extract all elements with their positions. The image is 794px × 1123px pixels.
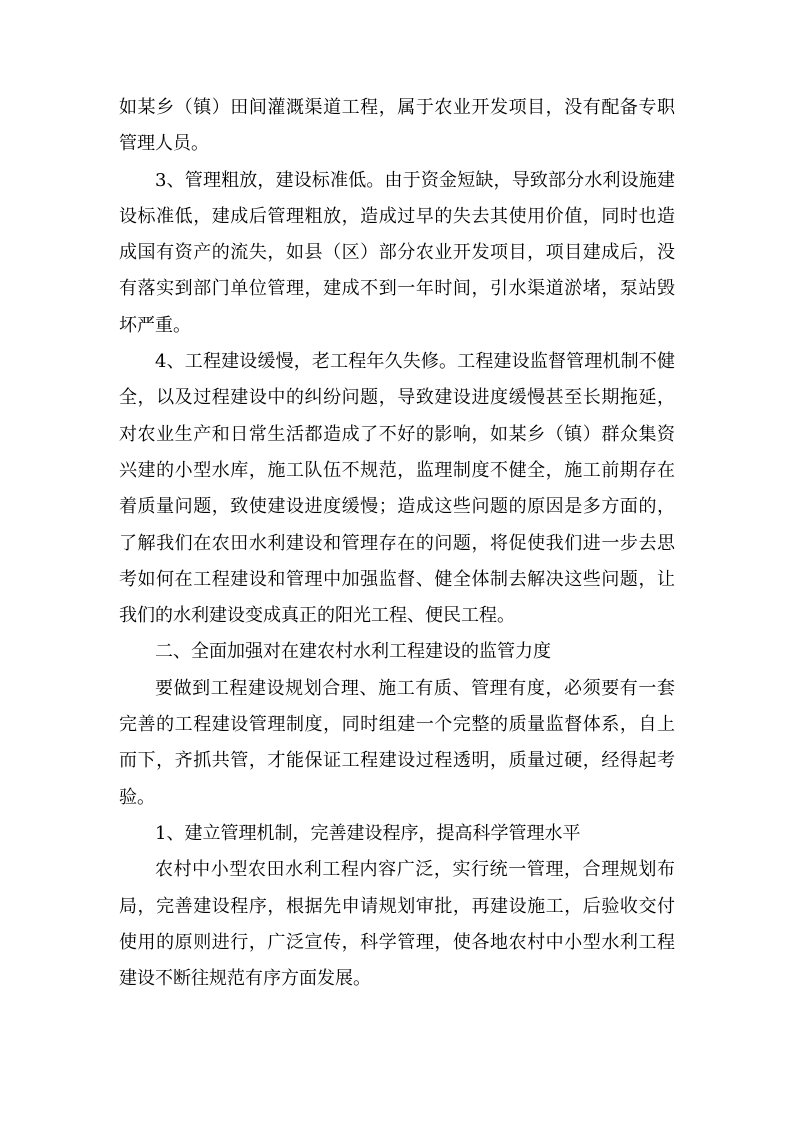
paragraph-subsection-body: 农村中小型农田水利工程内容广泛，实行统一管理，合理规划布局，完善建设程序，根据先申请规划审批，再建设施工，后验收交付使用的原则进行，广泛宣传，科学管理，使各地农村中小型水利工程建设不断往规范有序方面发展。 [119,859,675,990]
paragraph-item-4: 4、工程建设缓慢，老工程年久失修。工程建设监督管理机制不健全，以及过程建设中的纠纷问题，导致建设进度缓慢甚至长期拖延，对农业生产和日常生活都造成了不好的影响，如某乡（镇）群众集资兴建的小型水库，施工队伍不规范，监理制度不健全，施工前期存在着质量问题，致使建设进度缓慢；造成这些问题的原因是多方面的，了解我们在农田水利建设和管理存在的问题，将促使我们进一步去思考如何在工程建设和管理中加强监督、健全体制去解决这些问题，让我们的水利建设变成真正的阳光工程、便民工程。 [119,351,675,627]
document-body [119,90,675,997]
paragraph-continuation: 如某乡（镇）田间灌溉渠道工程，属于农业开发项目，没有配备专职管理人员。 [119,97,675,155]
subsection-heading-1: 1、建立管理机制，完善建设程序，提高科学管理水平 [155,822,581,844]
section-heading-2: 二、全面加强对在建农村水利工程建设的监管力度 [155,641,551,663]
paragraph-item-3: 3、管理粗放，建设标准低。由于资金短缺，导致部分水利设施建设标准低，建成后管理粗放，造成过早的失去其使用价值，同时也造成国有资产的流失，如县（区）部分农业开发项目，项目建成后，没有落实到部门单位管理，建成不到一年时间，引水渠道淤堵，泵站毁坏严重。 [119,169,675,336]
paragraph-section-intro: 要做到工程建设规划合理、施工有质、管理有度，必须要有一套完善的工程建设管理制度，同时组建一个完整的质量监督体系，自上而下，齐抓共管，才能保证工程建设过程透明，质量过硬，经得起考验。 [119,677,675,808]
